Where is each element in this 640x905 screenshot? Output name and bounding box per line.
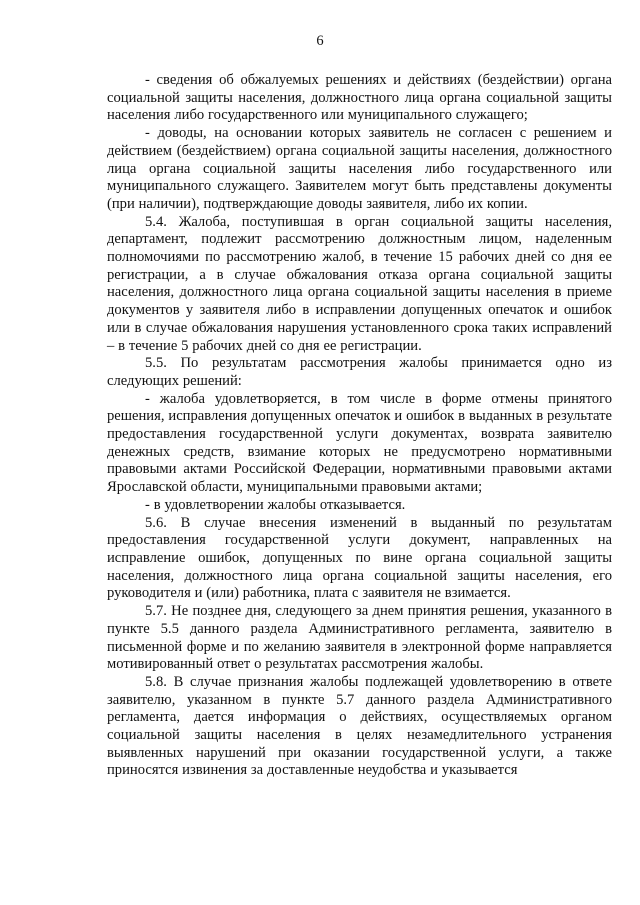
paragraph-5-4: 5.4. Жалоба, поступившая в орган социальной защиты населения, департамент, подлежит рассмотрению должностным лицом, наделенным полномочиями по рассмотрению жалоб, в течение 15 рабочих дней со дня ее регистрации, а в случае обжалования отказа органа социальной защиты населения, должностного лица органа социальной защиты населения в приеме документов у заявителя либо в исправлении допущенных опечаток и ошибок или в случае обжалования нарушения установленного срока таких исправлений – в течение 5 рабочих дней со дня ее регистрации.: [107, 213, 612, 354]
paragraph-5-5: 5.5. По результатам рассмотрения жалобы принимается одно из следующих решений:: [107, 355, 612, 389]
paragraph-5-6: 5.6. В случае внесения изменений в выданный по результатам предоставления государственной услуги документ, направленных на исправление ошибок, допущенных по вине органа социальной защиты населения, должностного лица органа социальной защиты населения, его руководителя и (или) работника, плата с заявителя не взимается.: [107, 514, 612, 602]
document-body: [107, 72, 612, 780]
paragraph-complaint-satisfied: - жалоба удовлетворяется, в том числе в форме отмены принятого решения, исправления допущенных опечаток и ошибок в выданных в результате предоставления государственной услуги документах, возврата заявителю денежных средств, взимание которых не предусмотрено нормативными правовыми актами Российской Федерации, нормативными правовыми актами Ярославской области, муниципальными правовыми актами;: [107, 390, 612, 496]
paragraph-complaint-refused: - в удовлетворении жалобы отказывается.: [145, 496, 406, 513]
page-number: 6: [316, 33, 324, 49]
paragraph-5-7: 5.7. Не позднее дня, следующего за днем принятия решения, указанного в пункте 5.5 данного раздела Административного регламента, заявителю в письменной форме и по желанию заявителя в электронной форме направляется мотивированный ответ о результатах рассмотрения жалобы.: [107, 603, 612, 673]
paragraph-appeal-arguments: - доводы, на основании которых заявитель не согласен с решением и действием (бездействием) органа социальной защиты населения, должностного лица органа социальной защиты населения либо государственного или муниципального служащего. Заявителем могут быть представлены документы (при наличии), подтверждающие доводы заявителя, либо их копии.: [107, 125, 612, 212]
paragraph-appeal-subject: - сведения об обжалуемых решениях и действиях (бездействии) органа социальной защиты населения, должностного лица органа социальной защиты населения либо государственного или муниципального служащего;: [107, 72, 612, 124]
paragraph-5-8: 5.8. В случае признания жалобы подлежащей удовлетворению в ответе заявителю, указанном в пункте 5.7 данного раздела Административного регламента, дается информация о действиях, осуществляемых органом социальной защиты населения в целях незамедлительного устранения выявленных нарушений при оказании государственной услуги, а также приносятся извинения за доставленные неудобства и указывается: [107, 673, 612, 779]
